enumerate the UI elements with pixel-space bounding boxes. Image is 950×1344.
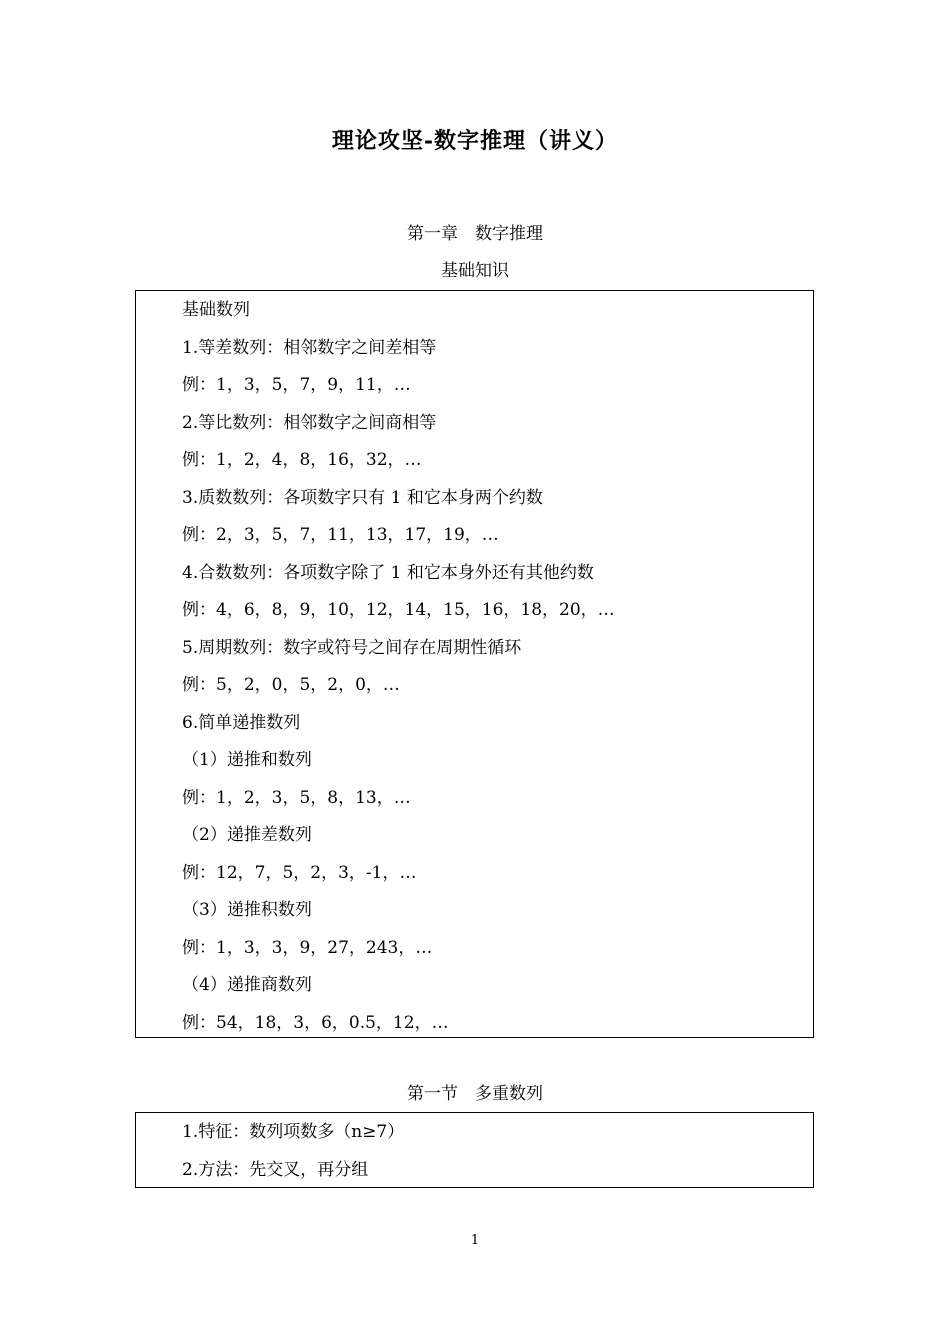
box-line: 4.合数数列：各项数字除了 1 和它本身外还有其他约数 [182,562,594,583]
chapter-heading: 第一章 数字推理 [407,224,543,244]
box-line: 2.等比数列：相邻数字之间商相等 [182,412,437,433]
sub-heading: 基础知识 [441,261,509,281]
box-line: （4）递推商数列 [182,975,312,995]
page-number: 1 [470,1233,480,1248]
box-line: 例：5，2，0，5，2，0，… [182,675,400,695]
box-line: 1.等差数列：相邻数字之间差相等 [182,337,437,358]
box-line: 例：1，3，3，9，27，243，… [182,937,433,958]
basics-box [135,290,814,1038]
box-line: 2.方法：先交叉，再分组 [182,1159,369,1180]
document-title: 理论攻坚-数字推理（讲义） [331,128,619,154]
box-line: 基础数列 [182,300,250,320]
box-line: 例：1，3，5，7，9，11，… [182,375,411,395]
section-box [135,1112,814,1188]
box-line: 例：1，2，3，5，8，13，… [182,787,411,808]
box-line: 例：54，18，3，6，0.5，12，… [182,1012,449,1033]
box-line: （2）递推差数列 [182,825,312,845]
section-heading: 第一节 多重数列 [407,1084,543,1104]
box-line: 例：4，6，8，9，10，12，14，15，16，18，20，… [182,600,615,620]
box-line: 1.特征：数列项数多（n≥7） [182,1122,405,1142]
box-line: 3.质数数列：各项数字只有 1 和它本身两个约数 [182,487,543,508]
box-line: 例：12，7，5，2，3，-1，… [182,862,417,883]
box-line: 例：2，3，5，7，11，13，17，19，… [182,525,499,545]
box-line: 例：1，2，4，8，16，32，… [182,450,422,470]
box-line: （3）递推积数列 [182,900,312,920]
box-line: 5.周期数列：数字或符号之间存在周期性循环 [182,637,522,658]
box-line: 6.简单递推数列 [182,712,301,733]
box-line: （1）递推和数列 [182,750,312,770]
